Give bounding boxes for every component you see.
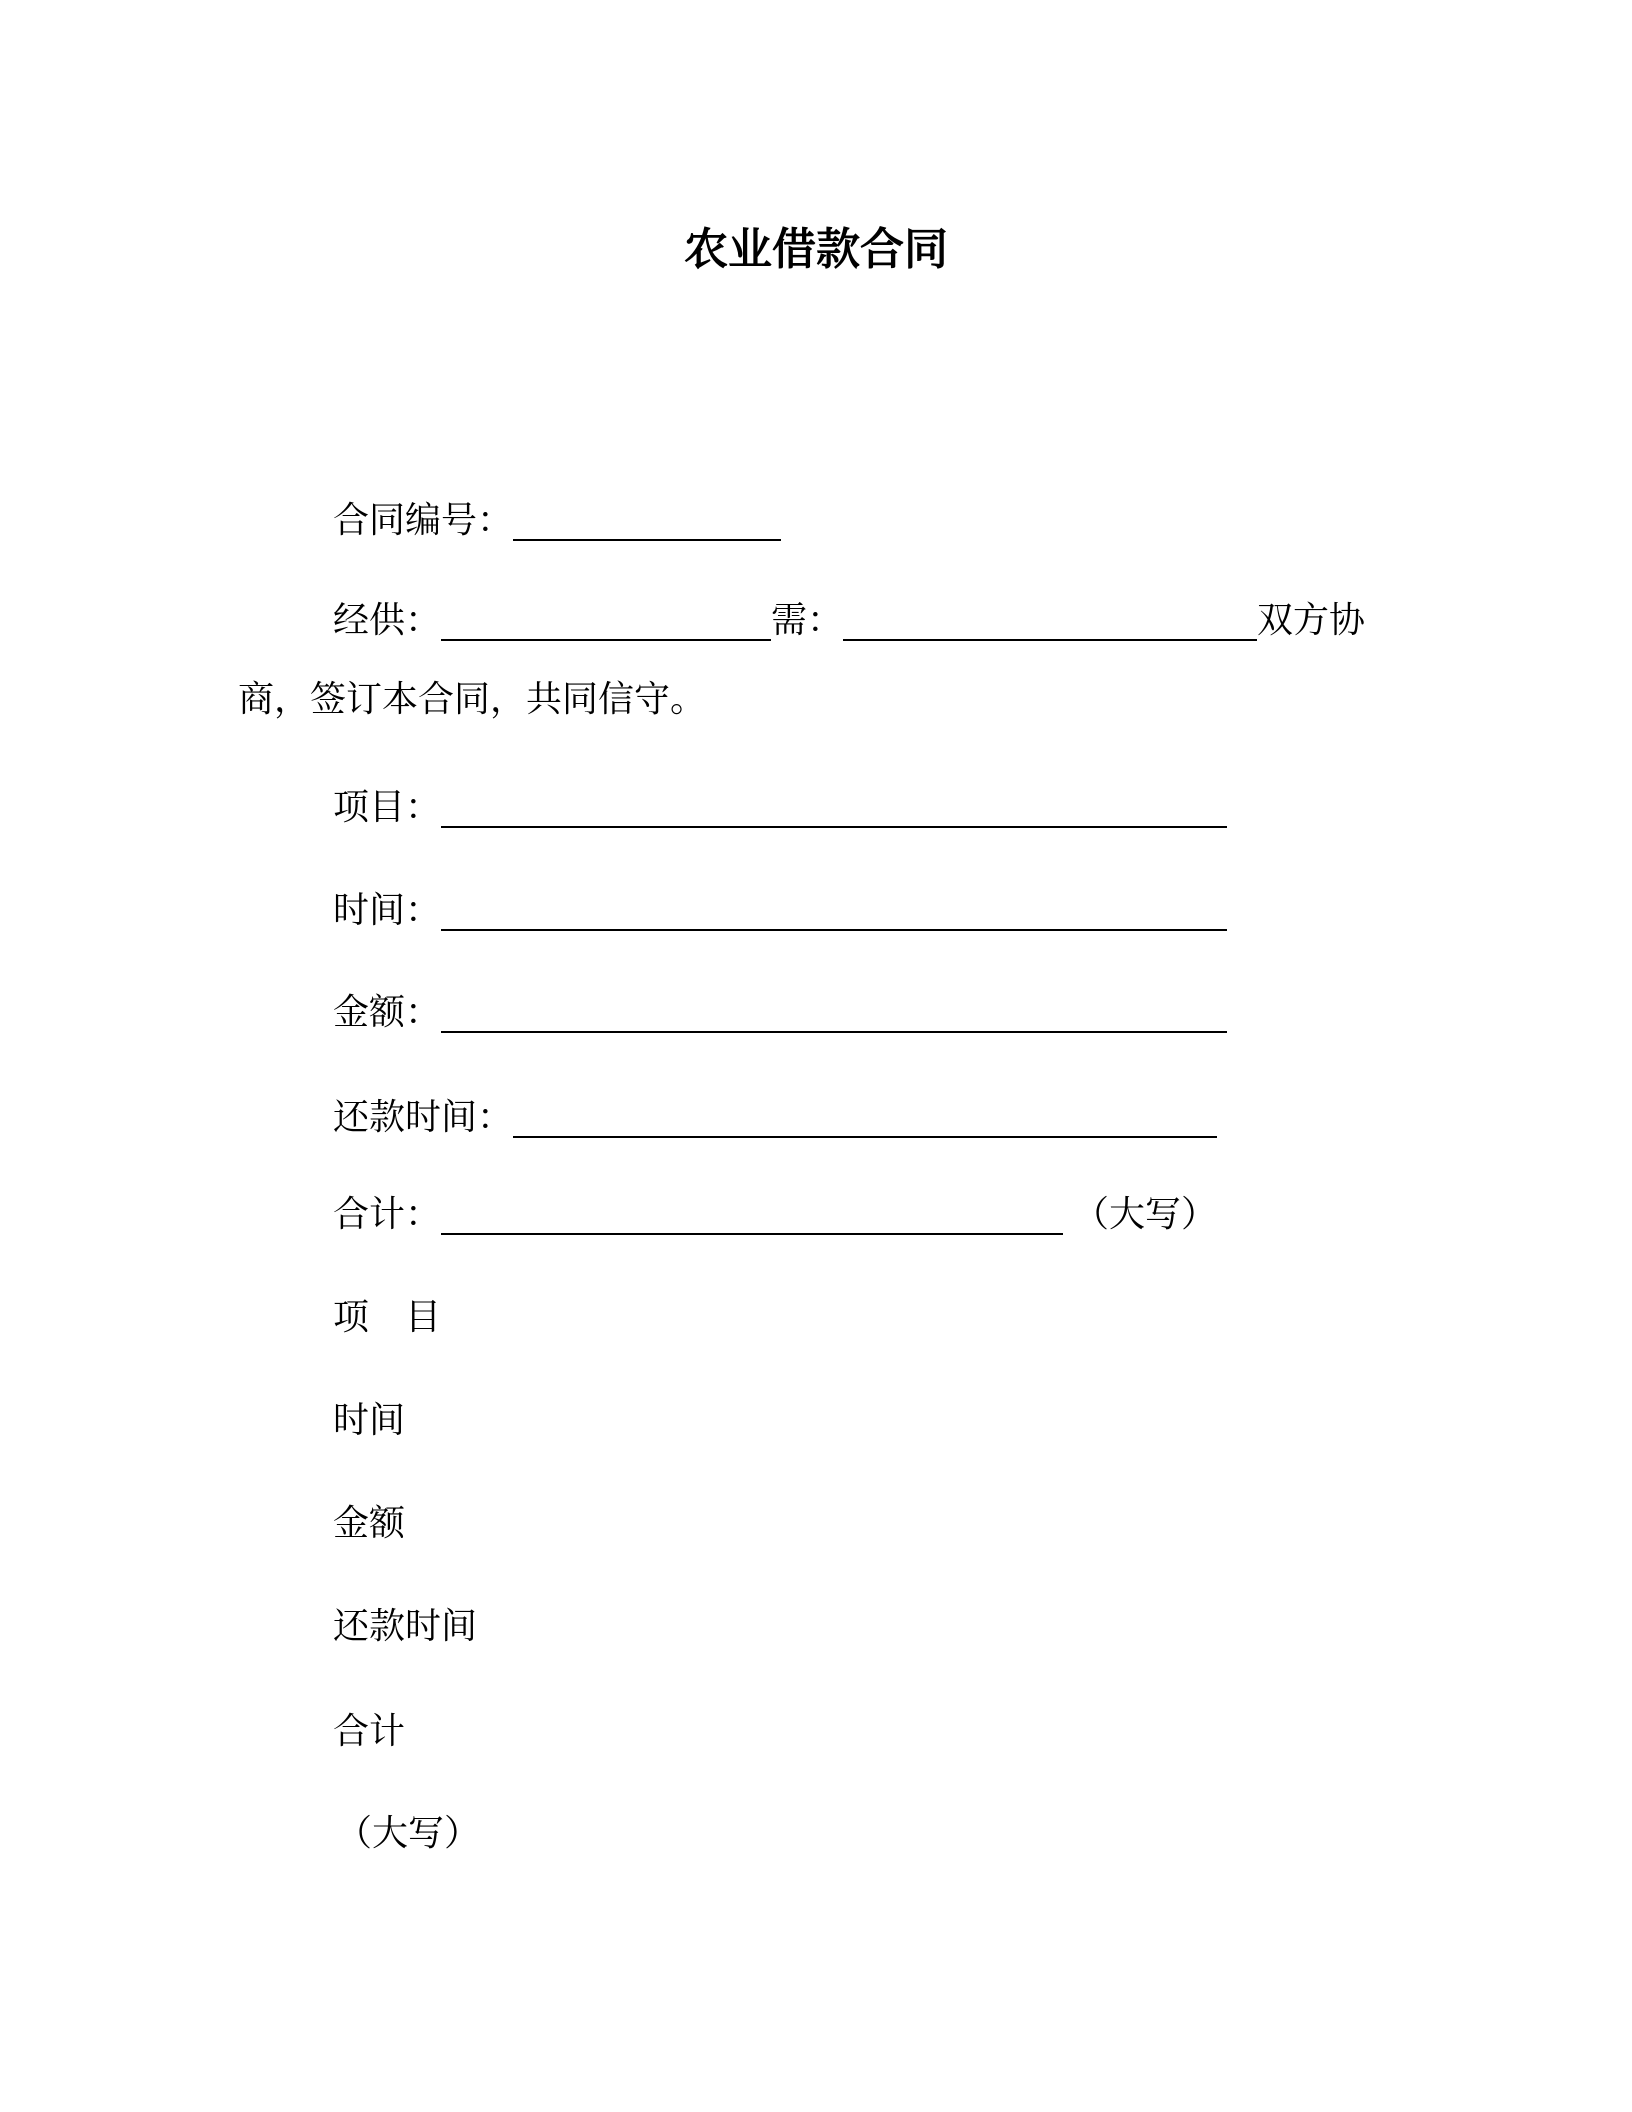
table-label-repay-time bbox=[333, 1603, 477, 1651]
table-label-total bbox=[333, 1708, 405, 1756]
table-label-capital bbox=[336, 1810, 480, 1858]
contract-number-label: 合同编号： bbox=[333, 500, 514, 541]
project-blank[interactable] bbox=[441, 786, 1227, 828]
supplier-blank[interactable] bbox=[441, 599, 771, 641]
total-field-line bbox=[333, 1191, 1217, 1239]
demand-label: 需： bbox=[771, 600, 844, 641]
total-label: 合计： bbox=[333, 1194, 442, 1235]
repay-time-blank[interactable] bbox=[513, 1096, 1217, 1138]
table-total-text: 合计 bbox=[333, 1711, 406, 1752]
both-parties-text: 双方协 bbox=[1257, 600, 1366, 641]
total-blank[interactable] bbox=[441, 1193, 1063, 1235]
project-field-line bbox=[333, 784, 1227, 832]
amount-field-line bbox=[333, 989, 1227, 1037]
table-amount-text: 金额 bbox=[333, 1503, 406, 1544]
contract-number-line bbox=[333, 497, 781, 545]
agreement-text: 商，签订本合同，共同信守。 bbox=[238, 679, 707, 720]
project-label: 项目： bbox=[333, 787, 442, 828]
demander-blank[interactable] bbox=[843, 599, 1257, 641]
document-title: 农业借款合同 bbox=[684, 224, 948, 275]
table-capital-text: （大写） bbox=[336, 1813, 481, 1854]
agreement-line bbox=[238, 676, 706, 724]
amount-label: 金额： bbox=[333, 992, 442, 1033]
parties-line bbox=[333, 597, 1365, 645]
total-capital-suffix: （大写） bbox=[1073, 1194, 1218, 1235]
table-label-amount bbox=[333, 1500, 405, 1548]
time-field-line bbox=[333, 887, 1227, 935]
time-label: 时间： bbox=[333, 890, 442, 931]
time-blank[interactable] bbox=[441, 889, 1227, 931]
table-time-text: 时间 bbox=[333, 1400, 406, 1441]
amount-blank[interactable] bbox=[441, 991, 1227, 1033]
contract-number-blank[interactable] bbox=[513, 499, 781, 541]
repay-time-field-line bbox=[333, 1094, 1217, 1142]
table-label-time bbox=[333, 1397, 405, 1445]
supply-label: 经供： bbox=[333, 600, 442, 641]
table-label-project bbox=[333, 1294, 441, 1342]
repay-time-label: 还款时间： bbox=[333, 1097, 514, 1138]
table-repay-time-text: 还款时间 bbox=[333, 1606, 478, 1647]
table-project-text: 项 目 bbox=[333, 1297, 442, 1338]
